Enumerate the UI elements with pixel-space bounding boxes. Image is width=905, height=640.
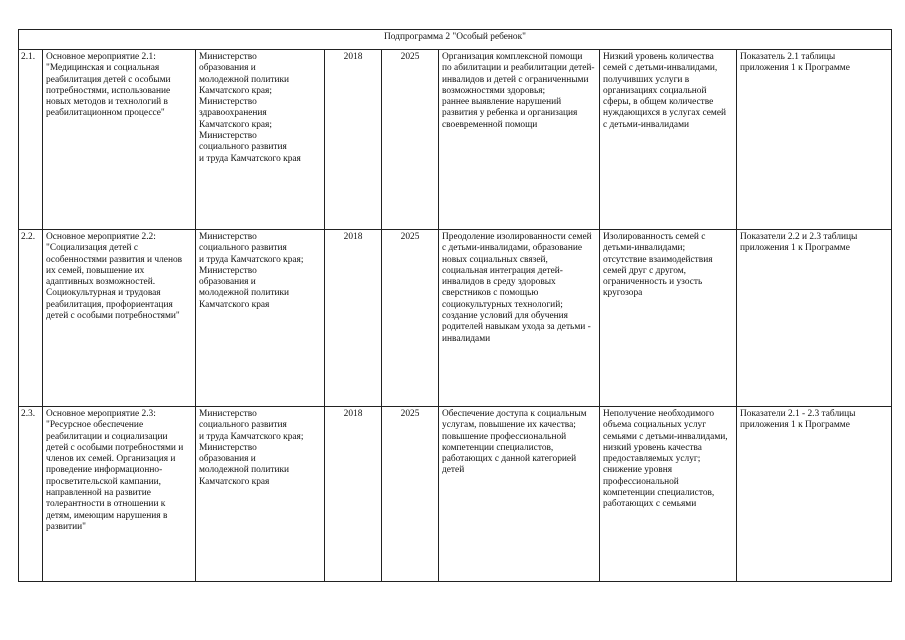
cell-text-line: Показатели 2.2 и 2.3 таблицы bbox=[740, 232, 858, 242]
end-year: 2025 bbox=[382, 50, 439, 230]
cell-text-line: с детьми-инвалидами, образование bbox=[442, 243, 583, 254]
row-number: 2.2. bbox=[19, 230, 43, 407]
result-cell bbox=[439, 230, 600, 407]
cell-text-line: и труда Камчатского края; bbox=[199, 431, 304, 442]
cell-text-line: новых методов и технологий в bbox=[46, 97, 168, 108]
cell-text-line: с детьми-инвалидами bbox=[603, 119, 690, 130]
cell-text-line: образования и bbox=[199, 454, 256, 465]
cell-text-line: направленной на развитие bbox=[46, 488, 151, 499]
cell-text-line: предоставляемых услуг; bbox=[603, 454, 701, 465]
cell-text-line: Основное мероприятие 2.2: bbox=[46, 232, 156, 242]
cell-text-line: Основное мероприятие 2.3: bbox=[46, 409, 156, 419]
cell-text-line: проведение информационно- bbox=[46, 465, 163, 476]
indicator-cell bbox=[737, 230, 892, 407]
end-year: 2025 bbox=[382, 230, 439, 407]
cell-text-line: компетенции специалистов, bbox=[442, 442, 554, 453]
cell-text-line: организациях социальной bbox=[603, 85, 707, 96]
cell-text-line: кругозора bbox=[603, 288, 643, 299]
executor-cell bbox=[196, 230, 325, 407]
cell-text-line: развития у ребенка и организация bbox=[442, 108, 578, 119]
indicator-cell bbox=[737, 407, 892, 582]
cell-text-line: их семей, повышение их bbox=[46, 265, 145, 276]
indicator-cell bbox=[737, 50, 892, 230]
cell-text-line: толерантности в отношении к bbox=[46, 499, 166, 510]
cell-text-line: Показатели 2.1 - 2.3 таблицы bbox=[740, 409, 856, 419]
cell-text-line: Камчатского края; bbox=[199, 85, 272, 96]
cell-text-line: социального развития bbox=[199, 420, 287, 431]
cell-text-line: приложения 1 к Программе bbox=[740, 243, 850, 254]
cell-text-line: Министерство bbox=[199, 265, 257, 276]
cell-text-line: семьями с детьми-инвалидами, bbox=[603, 431, 728, 442]
cell-text-line: реабилитация, профориентация bbox=[46, 299, 173, 310]
row-number: 2.3. bbox=[19, 407, 43, 582]
cell-text-line: Организация комплексной помощи bbox=[442, 52, 583, 62]
cell-text-line: адаптивных возможностей. bbox=[46, 277, 156, 288]
cell-text-line: приложения 1 к Программе bbox=[740, 420, 850, 431]
start-year: 2018 bbox=[325, 407, 382, 582]
cell-text-line: по абилитации и реабилитации детей- bbox=[442, 63, 595, 74]
cell-text-line: "Ресурсное обеспечение bbox=[46, 420, 144, 431]
cell-text-line: детей с особыми потребностями" bbox=[46, 311, 180, 322]
event-cell bbox=[43, 407, 196, 582]
cell-text-line: Обеспечение доступа к социальным bbox=[442, 409, 587, 419]
cell-text-line: Неполучение необходимого bbox=[603, 409, 715, 419]
result-cell bbox=[439, 407, 600, 582]
cell-text-line: развитии" bbox=[46, 521, 86, 532]
cell-text-line: услугам, повышение их качества; bbox=[442, 420, 576, 431]
start-year: 2018 bbox=[325, 50, 382, 230]
cell-text-line: и труда Камчатского края bbox=[199, 153, 301, 164]
cell-text-line: создание условий для обучения bbox=[442, 311, 568, 322]
table-row bbox=[19, 407, 892, 582]
document-sheet bbox=[18, 29, 891, 582]
cell-text-line: нуждающихся в услугах семей bbox=[603, 108, 727, 119]
cell-text-line: молодежной политики bbox=[199, 74, 290, 85]
cell-text-line: особенностями развития и членов bbox=[46, 254, 183, 265]
cell-text-line: просветительской кампании, bbox=[46, 476, 162, 487]
subprogram-table bbox=[18, 29, 892, 582]
cell-text-line: Показатель 2.1 таблицы bbox=[740, 52, 836, 62]
consequence-cell bbox=[600, 407, 737, 582]
cell-text-line: снижение уровня bbox=[603, 465, 673, 476]
cell-text-line: Министерство bbox=[199, 442, 257, 453]
cell-text-line: семей с детьми-инвалидами, bbox=[603, 63, 718, 74]
cell-text-line: Низкий уровень количества bbox=[603, 52, 714, 62]
start-year: 2018 bbox=[325, 230, 382, 407]
cell-text-line: инвалидов в среду здоровых bbox=[442, 277, 556, 288]
cell-text-line: Министерство bbox=[199, 409, 257, 419]
consequence-cell bbox=[600, 230, 737, 407]
cell-text-line: и труда Камчатского края; bbox=[199, 254, 304, 265]
event-cell bbox=[43, 230, 196, 407]
cell-text-line: "Медицинская и социальная bbox=[46, 63, 160, 74]
cell-text-line: образования и bbox=[199, 63, 256, 74]
cell-text-line: ограниченность и узость bbox=[603, 277, 703, 288]
cell-text-line: Министерство bbox=[199, 97, 257, 108]
cell-text-line: реабилитации и социализации bbox=[46, 431, 168, 442]
subprogram-title: Подпрограмма 2 "Особый ребенок" bbox=[19, 30, 892, 50]
cell-text-line: социального развития bbox=[199, 142, 287, 153]
cell-text-line: сферы, в общем количестве bbox=[603, 97, 714, 108]
cell-text-line: детей bbox=[442, 465, 465, 476]
cell-text-line: реабилитация детей с особыми bbox=[46, 74, 171, 85]
cell-text-line: Камчатского края; bbox=[199, 119, 272, 130]
cell-text-line: Камчатского края bbox=[199, 476, 270, 487]
cell-text-line: возможностями здоровья; bbox=[442, 85, 546, 96]
cell-text-line: объема социальных услуг bbox=[603, 420, 707, 431]
cell-text-line: молодежной политики bbox=[199, 465, 290, 476]
cell-text-line: здравоохранения bbox=[199, 108, 267, 119]
cell-text-line: Камчатского края bbox=[199, 299, 270, 310]
cell-text-line: Министерство bbox=[199, 232, 257, 242]
cell-text-line: детей с особыми потребностями и bbox=[46, 442, 184, 453]
cell-text-line: реабилитационном процессе" bbox=[46, 108, 165, 119]
cell-text-line: Изолированность семей с bbox=[603, 232, 706, 242]
cell-text-line: членов их семей. Организация и bbox=[46, 454, 176, 465]
cell-text-line: социального развития bbox=[199, 243, 287, 254]
row-number: 2.1. bbox=[19, 50, 43, 230]
cell-text-line: получивших услуги в bbox=[603, 74, 690, 85]
cell-text-line: инвалидами bbox=[442, 333, 491, 344]
cell-text-line: приложения 1 к Программе bbox=[740, 63, 850, 74]
cell-text-line: детям, имеющим нарушения в bbox=[46, 510, 168, 521]
cell-text-line: социокультурных технологий; bbox=[442, 299, 563, 310]
cell-text-line: Министерство bbox=[199, 52, 257, 62]
cell-text-line: социальная интеграция детей- bbox=[442, 265, 563, 276]
cell-text-line: семей друг с другом, bbox=[603, 265, 687, 276]
cell-text-line: Основное мероприятие 2.1: bbox=[46, 52, 156, 62]
cell-text-line: раннее выявление нарушений bbox=[442, 97, 562, 108]
result-cell bbox=[439, 50, 600, 230]
cell-text-line: потребностями, использование bbox=[46, 85, 171, 96]
executor-cell bbox=[196, 407, 325, 582]
cell-text-line: детьми-инвалидами; bbox=[603, 243, 686, 254]
cell-text-line: новых социальных связей, bbox=[442, 254, 548, 265]
cell-text-line: Социокультурная и трудовая bbox=[46, 288, 161, 299]
cell-text-line: Министерство bbox=[199, 131, 257, 142]
end-year: 2025 bbox=[382, 407, 439, 582]
cell-text-line: "Социализация детей с bbox=[46, 243, 139, 254]
cell-text-line: Преодоление изолированности семей bbox=[442, 232, 592, 242]
cell-text-line: образования и bbox=[199, 277, 256, 288]
cell-text-line: родителей навыкам ухода за детьми - bbox=[442, 322, 591, 333]
cell-text-line: сверстников с помощью bbox=[442, 288, 539, 299]
cell-text-line: отсутствие взаимодействия bbox=[603, 254, 713, 265]
executor-cell bbox=[196, 50, 325, 230]
cell-text-line: своевременной помощи bbox=[442, 119, 538, 130]
event-cell bbox=[43, 50, 196, 230]
subprogram-header-row bbox=[19, 30, 892, 50]
table-row bbox=[19, 50, 892, 230]
cell-text-line: компетенции специалистов, bbox=[603, 488, 715, 499]
consequence-cell bbox=[600, 50, 737, 230]
cell-text-line: профессиональной bbox=[603, 476, 679, 487]
cell-text-line: работающих с данной категорией bbox=[442, 454, 577, 465]
cell-text-line: молодежной политики bbox=[199, 288, 290, 299]
table-row bbox=[19, 230, 892, 407]
cell-text-line: низкий уровень качества bbox=[603, 442, 702, 453]
cell-text-line: повышение профессиональной bbox=[442, 431, 567, 442]
cell-text-line: работающих с семьями bbox=[603, 499, 697, 510]
cell-text-line: инвалидов и детей с ограниченными bbox=[442, 74, 589, 85]
